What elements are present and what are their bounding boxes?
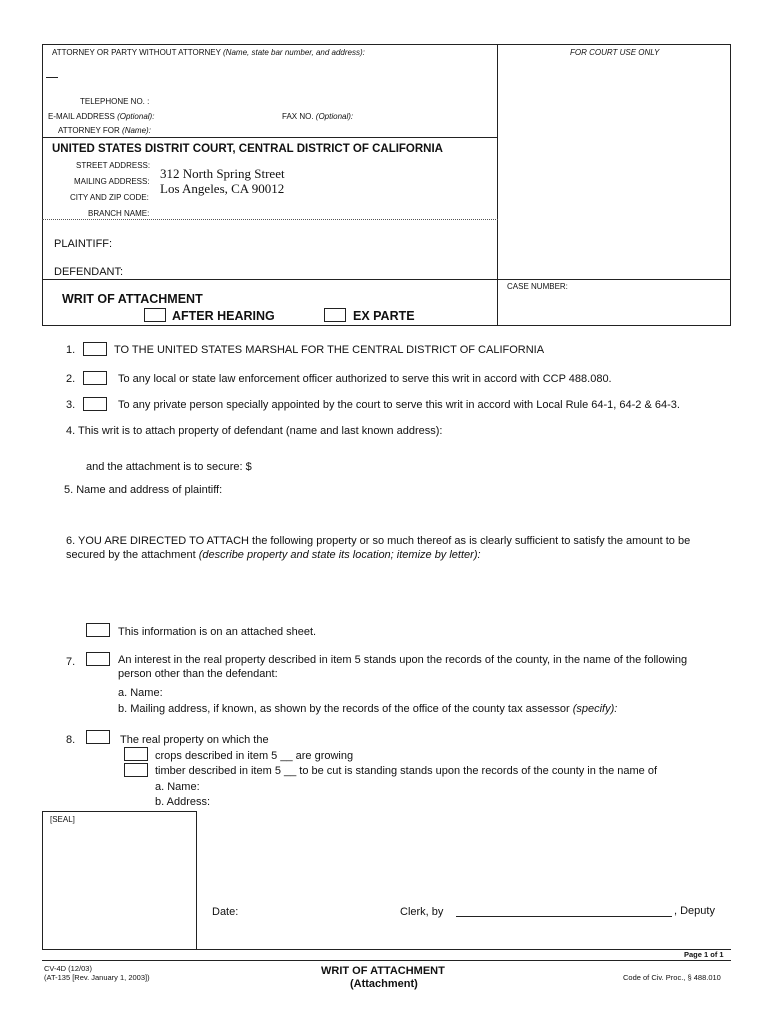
seal-box-top [42, 811, 197, 812]
item2-checkbox[interactable] [83, 371, 107, 385]
branch-name-label: BRANCH NAME: [88, 209, 150, 218]
item8-number: 8. [66, 734, 76, 746]
fax-label: FAX NO. (Optional): [282, 112, 354, 121]
page-number: Page 1 of 1 [684, 950, 724, 959]
seal-box-left [42, 811, 43, 950]
form-id-secondary: (AT-135 [Rev. January 1, 2003]) [44, 973, 150, 982]
item7-text: An interest in the real property described in item 5 stands upon the records of the county, in the name of the following [118, 654, 688, 666]
attached-sheet-text: This information is on an attached sheet. [118, 626, 317, 638]
item7-number: 7. [66, 656, 76, 668]
street-address-label: STREET ADDRESS: [76, 161, 151, 170]
court-address-line1: 312 North Spring Street [160, 166, 285, 181]
clerk-label: Clerk, by [400, 906, 444, 918]
attached-sheet-checkbox[interactable] [86, 623, 110, 637]
item7-checkbox[interactable] [86, 652, 110, 666]
item7-mailing-address: b. Mailing address, if known, as shown by the records of the office of the county tax assessor (specify): [118, 703, 618, 715]
defendant-label: DEFENDANT: [54, 266, 124, 278]
item8-checkbox[interactable] [86, 730, 110, 744]
email-label: E-MAIL ADDRESS (Optional): [48, 112, 155, 121]
court-name: UNITED STATES DISTRIT COURT, CENTRAL DISTRICT OF CALIFORNIA [52, 143, 443, 155]
item3-number: 3. [66, 399, 76, 411]
header-right-border [730, 44, 731, 326]
item7-text-line2: person other than the defendant: [118, 668, 278, 680]
seal-box-right [196, 811, 197, 950]
item8-text: The real property on which the [120, 734, 269, 746]
footer-rule [42, 949, 731, 950]
item8-address: b. Address: [155, 796, 211, 808]
item1-checkbox[interactable] [83, 342, 107, 356]
form-id: CV-4D (12/03) [44, 964, 92, 973]
mailing-address-label: MAILING ADDRESS: [74, 177, 150, 186]
case-number-label: CASE NUMBER: [507, 282, 568, 291]
telephone-label: TELEPHONE NO. : [80, 97, 150, 106]
deputy-label: , Deputy [674, 905, 715, 917]
after-hearing-label: AFTER HEARING [172, 309, 275, 323]
attorney-block-divider [42, 137, 498, 138]
item2-number: 2. [66, 373, 76, 385]
header-left-border [42, 44, 43, 326]
header-top-border [42, 44, 731, 45]
parties-divider [42, 279, 731, 280]
footer-bottom-rule [42, 960, 731, 961]
item1-text: TO THE UNITED STATES MARSHAL FOR THE CENTRAL DISTRICT OF CALIFORNIA [114, 344, 545, 356]
item3-checkbox[interactable] [83, 397, 107, 411]
court-address-line2: Los Angeles, CA 90012 [160, 181, 285, 196]
header-bottom-border [42, 325, 731, 326]
after-hearing-checkbox[interactable] [144, 308, 166, 322]
clerk-signature-line[interactable] [456, 916, 672, 917]
footer-title: WRIT OF ATTACHMENT [321, 965, 445, 977]
item5-text: 5. Name and address of plaintiff: [64, 484, 223, 496]
court-use-label: FOR COURT USE ONLY [570, 48, 660, 57]
code-citation: Code of Civ. Proc., § 488.010 [623, 973, 721, 982]
court-section-divider [42, 219, 498, 220]
item1-number: 1. [66, 344, 76, 356]
item6-text-line2: secured by the attachment (describe property and state its location; itemize by letter): [66, 549, 481, 561]
seal-label: [SEAL] [50, 815, 75, 824]
plaintiff-label: PLAINTIFF: [54, 238, 113, 250]
court-use-divider [497, 44, 498, 326]
attorney-dash [46, 77, 58, 78]
attorney-label: ATTORNEY OR PARTY WITHOUT ATTORNEY (Name, state bar number, and address): [52, 48, 365, 57]
item8-name: a. Name: [155, 781, 200, 793]
crops-checkbox[interactable] [124, 747, 148, 761]
item6-text: 6. YOU ARE DIRECTED TO ATTACH the following property or so much thereof as is clearly sufficient to satisfy the amount to be [66, 535, 691, 547]
item2-text: To any local or state law enforcement officer authorized to serve this writ in accord with CCP 488.080. [118, 373, 612, 385]
item3-text: To any private person specially appointed by the court to serve this writ in accord with Local Rule 64-1, 64-2 & 64-3. [118, 399, 680, 411]
footer-subtitle: (Attachment) [350, 978, 418, 990]
item4-text: 4. This writ is to attach property of defendant (name and last known address): [66, 425, 443, 437]
form-title: WRIT OF ATTACHMENT [62, 292, 203, 306]
date-label: Date: [212, 906, 239, 918]
item7-name: a. Name: [118, 687, 163, 699]
ex-parte-checkbox[interactable] [324, 308, 346, 322]
attorney-for-label: ATTORNEY FOR (Name): [58, 126, 151, 135]
city-zip-label: CITY AND ZIP CODE: [70, 193, 149, 202]
timber-text: timber described in item 5 __ to be cut is standing stands upon the records of the county in the name of [155, 765, 658, 777]
secure-amount-text: and the attachment is to secure: $ [86, 461, 252, 473]
ex-parte-label: EX PARTE [353, 309, 415, 323]
timber-checkbox[interactable] [124, 763, 148, 777]
crops-text: crops described in item 5 __ are growing [155, 750, 354, 762]
